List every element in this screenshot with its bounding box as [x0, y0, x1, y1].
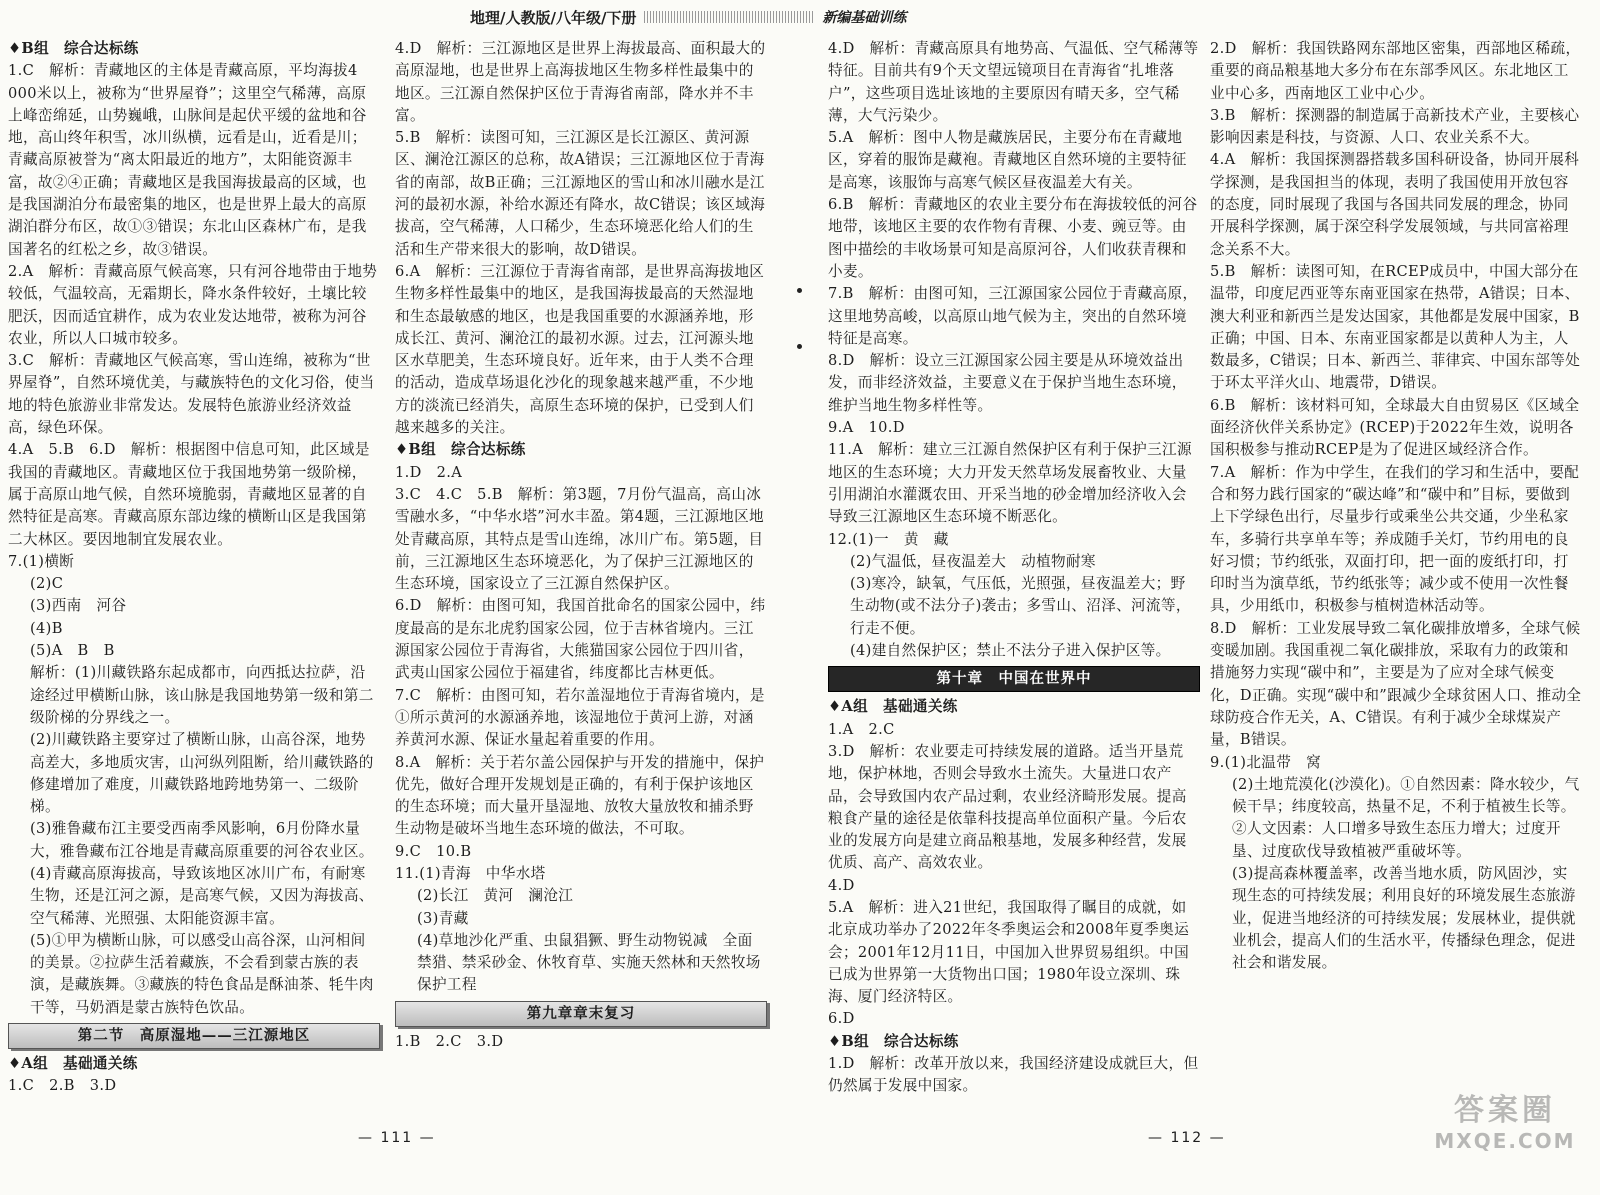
answer-paragraph: 8.D 解析：设立三江源国家公园主要是从环境效益出发，而非经济效益，主要意义在于保护当地生态环境，维护当地生物多样性等。: [828, 352, 1187, 414]
answer-paragraph: 11.A 解析：建立三江源自然保护区有利于保护三江源地区的生态环境；大力开发天然草场发展畜牧业、大量引用湖泊水灌溉农田、开采当地的砂金增加经济收入会导致三江源地区生态环境不断恶化。: [828, 441, 1192, 526]
answer-paragraph: 3.C 4.C 5.B 解析：第3题，7月份气温高，高山冰雪融水多，“中华水塔”河水丰盈。第4题，三江源地区地处青藏高原，其特点是雪山连绵，冰川广布。第5题，目前，三江源地区生态环境恶化，为了保护三江源地区的生态环境，国家设立了三江源自然保护区。: [395, 485, 764, 593]
answer-paragraph: (4)草地沙化严重、虫鼠猖獗、野生动物锐减 全面禁猎、禁采砂金、休牧育草、实施天然林和天然牧场保护工程: [417, 931, 761, 994]
page-header: [470, 6, 1130, 28]
answer-paragraph: (5)A B B: [30, 642, 115, 660]
answer-paragraph: 1.A 2.C: [828, 720, 895, 738]
answer-paragraph: 4.D: [828, 876, 855, 894]
column-3: [828, 38, 1200, 1098]
watermark: [1425, 1085, 1585, 1153]
answer-paragraph: 7.C 解析：由图可知，若尔盖湿地位于青海省境内，是①所示黄河的水源涵养地，该湿地位于黄河上游，对涵养黄河水源、保证水量起着重要的作用。: [395, 686, 765, 749]
answer-paragraph: 7.B 解析：由图可知，三江源国家公园位于青藏高原，这里地势高峻，以高原山地气候为主，突出的自然环境特征是高寒。: [828, 285, 1198, 347]
answer-paragraph: 6.A 解析：三江源位于青海省南部，是世界高海拔地区生物多样性最集中的地区，是我国海拔最高的天然湿地和生态最敏感的地区，也是我国重要的水源涵养地，形成长江、黄河、澜沧江的最初水源。过去，江河源头地区水草肥美，生态环境良好。近年来，由于人类不合理的活动，造成草场退化沙化的现象越来越严重，不少地方的淡流已经消失，高原生态环境的保护，已受到人们越来越多的关注。: [395, 262, 765, 437]
answer-paragraph: (3)寒冷，缺氧，气压低，光照强，昼夜温差大；野生动物(或不法分子)袭击；多雪山、沼泽、河流等，行走不便。: [850, 575, 1191, 637]
answer-paragraph: 7.(1)横断: [8, 552, 75, 570]
column-2: [395, 38, 767, 1053]
answer-paragraph: 2.D 解析：我国铁路网东部地区密集，西部地区稀疏，重要的商品粮基地大多分布在东部季风区。东北地区工业中心多，西南地区工业中心少。: [1210, 40, 1581, 102]
answer-paragraph: (3)西南 河谷: [30, 597, 127, 615]
answer-paragraph: 5.A 解析：图中人物是藏族居民，主要分布在青藏地区，穿着的服饰是藏袍。青藏地区自然环境的主要特征是高寒，该服饰与高寒气候区昼夜温差大有关。: [828, 129, 1187, 191]
answer-paragraph: (4)建自然保护区；禁止不法分子进入保护区等。: [850, 642, 1171, 660]
binding-dot: [797, 344, 802, 349]
section-banner: 第二节 高原湿地——三江源地区: [8, 1023, 380, 1049]
answer-paragraph: (2)土地荒漠化(沙漠化)。①自然因素：降水较少，气候干旱；纬度较高，热量不足，不利于植被生长等。②人文因素：人口增多导致生态压力增大；过度开垦、过度砍伐导致植被严重破坏等。: [1232, 775, 1580, 860]
header-brand: 新编基础训练: [822, 10, 907, 26]
header-title: 地理/人教版/八年级/下册: [470, 8, 637, 27]
answer-paragraph: 1.D 解析：改革开放以来，我国经济建设成就巨大，但仍然属于发展中国家。: [828, 1055, 1199, 1095]
answer-paragraph: 12.(1)一 黄 藏: [828, 530, 949, 548]
answer-paragraph: 6.B 解析：青藏地区的农业主要分布在海拔较低的河谷地带，该地区主要的农作物有青稞、小麦、豌豆等。由图中描绘的丰收场景可知是高原河谷，人们收获青稞和小麦。: [828, 196, 1198, 280]
watermark-url: MXQE.COM: [1434, 1129, 1576, 1153]
answer-paragraph: (4)B: [30, 619, 63, 637]
answer-paragraph: 6.D: [828, 1010, 855, 1028]
answer-paragraph: 解析：(1)川藏铁路东起成都市，向西抵达拉萨，沿途经过甲横断山脉，该山脉是我国地势第一级和第二级阶梯的分界线之一。: [30, 664, 374, 726]
column-4: [1210, 38, 1582, 974]
page-number-left: — 111 —: [358, 1130, 436, 1146]
group-heading: ♦A组 基础通关练: [8, 1055, 138, 1073]
answer-paragraph: 9.A 10.D: [828, 419, 905, 437]
answer-paragraph: 9.(1)北温带 窝: [1210, 753, 1322, 771]
answer-paragraph: (3)提高森林覆盖率，改善当地水质，防风固沙，实现生态的可持续发展；利用良好的环境发展生态旅游业，促进当地经济的可持续发展；发展林业，提供就业机会，提高人们的生活水平，传播绿色理念，促进社会和谐发展。: [1232, 864, 1576, 972]
answer-paragraph: (3)青藏: [417, 909, 469, 927]
answer-paragraph: 1.B 2.C 3.D: [395, 1032, 504, 1050]
answer-paragraph: (2)气温低，昼夜温差大 动植物耐寒: [850, 552, 1096, 570]
answer-paragraph: 3.C 解析：青藏地区气候高寒，雪山连绵，被称为“世界屋脊”，自然环境优美，与藏族特色的文化习俗，使当地的特色旅游业非常发达。发展特色旅游业经济效益高，绿色环保。: [8, 352, 375, 437]
answer-paragraph: 4.D 解析：三江源地区是世界上海拔最高、面积最大的高原湿地，也是世界上高海拔地区生物多样性最集中的地区。三江源自然保护区位于青海省南部，降水并不丰富。: [395, 40, 766, 124]
answer-paragraph: (2)C: [30, 575, 64, 593]
answer-paragraph: (2)川藏铁路主要穿过了横断山脉，山高谷深，地势高差大，多地质灾害，山河纵列阻断，给川藏铁路的修建增加了难度，川藏铁路地跨地势第一、二级阶梯。: [30, 731, 374, 816]
answer-paragraph: 6.B 解析：该材料可知，全球最大自由贸易区《区域全面经济伙伴关系协定》(RCEP)于2022年生效，说明各国积极参与推动RCEP是为了促进区域经济合作。: [1210, 396, 1580, 459]
answer-paragraph: 1.C 解析：青藏地区的主体是青藏高原，平均海拔4 000米以上，被称为“世界屋脊”；这里空气稀薄，高原上峰峦绵延，山势巍峨，山脉间是起伏平缓的盆地和谷地，高山终年积雪，冰川纵横，远看是山，近看是川；青藏高原被誉为“离太阳最近的地方”，太阳能资源丰富，故②④正确；青藏地区是我国海拔最高的区域，也是我国湖泊分布最密集的地区，也是世界上最大的高原湖泊群分布区，故①③错误；东北山区森林广布，是我国著名的红松之乡，故③错误。: [8, 62, 367, 258]
answer-paragraph: (5)①甲为横断山脉，可以感受山高谷深，山河相间的美景。②拉萨生活着藏族，不会看到蒙古族的表演，是藏族舞。③藏族的特色食品是酥油茶、牦牛肉干等，马奶酒是蒙古族特色饮品。: [30, 931, 374, 1016]
group-heading: ♦A组 基础通关练: [828, 698, 958, 716]
answer-paragraph: 1.D 2.A: [395, 463, 463, 481]
answer-paragraph: (3)雅鲁藏布江主要受西南季风影响，6月份降水量大，雅鲁藏布江谷地是青藏高原重要的河谷农业区。: [30, 820, 374, 860]
section-banner: 第九章章末复习: [395, 1001, 767, 1027]
answer-paragraph: 8.D 解析：工业发展导致二氧化碳排放增多，全球气候变暖加剧。我国重视二氧化碳排放，采取有力的政策和措施努力实现“碳中和”，主要是为了应对全球气候变化，D正确。实现“碳中和”跟减少全球贫困人口、推动全球防疫合作无关，A、C错误。有利于减少全球煤炭产量，B错误。: [1210, 619, 1582, 749]
answer-paragraph: (2)长江 黄河 澜沧江: [417, 887, 574, 905]
answer-paragraph: 9.C 10.B: [395, 842, 472, 860]
answer-paragraph: 4.A 解析：我国探测器搭载多国科研设备，协同开展科学探测，是我国担当的体现，表明了我国使用开放包容的态度，同时展现了我国与各国共同发展的理念，协同开展科学探测，属于深空科学发展领域，与共同富裕理念关系不大。: [1210, 151, 1580, 258]
section-banner: 第十章 中国在世界中: [828, 666, 1200, 692]
answer-paragraph: 4.A 5.B 6.D 解析：根据图中信息可知，此区域是我国的青藏地区。青藏地区位于我国地势第一级阶梯，属于高原山地气候，自然环境脆弱，青藏地区显著的自然特征是高寒。青藏高原东部边缘的横断山区是我国第二大林区。要因地制宜发展农业。: [8, 441, 370, 548]
answer-paragraph: 1.C 2.B 3.D: [8, 1077, 117, 1095]
answer-paragraph: 4.D 解析：青藏高原具有地势高、气温低、空气稀薄等特征。目前共有9个天文望远镜项目在青海省“扎堆落户”，这些项目选址该地的主要原因有晴天多，空气稀薄，大气污染少。: [828, 40, 1199, 124]
column-1: [8, 38, 380, 1098]
group-heading: ♦B组 综合达标练: [395, 441, 526, 459]
group-heading: ♦B组 综合达标练: [828, 1032, 959, 1050]
answer-paragraph: 5.A 解析：进入21世纪，我国取得了瞩目的成就，如北京成功举办了2022年冬季奥运会和2008年夏季奥运会；2001年12月11日，中国加入世界贸易组织。中国已成为世界第一大货物出口国；1980年设立深圳、珠海、厦门经济特区。: [828, 898, 1190, 1006]
group-heading: ♦B组 综合达标练: [8, 40, 139, 57]
answer-paragraph: (4)青藏高原海拔高，导致该地区冰川广布，有耐寒生物，还是江河之源，是高寒气候，又因为海拔高、空气稀薄、光照强、太阳能资源丰富。: [30, 864, 374, 927]
answer-paragraph: 8.A 解析：关于若尔盖公园保护与开发的措施中，保护优先，做好合理开发规划是正确的，有利于保护该地区的生态环境；而大量开垦湿地、放牧大量放牧和捕杀野生动物是破坏当地生态环境的做法，不可取。: [395, 753, 765, 838]
answer-paragraph: 11.(1)青海 中华水塔: [395, 864, 546, 882]
page-number-right: — 112 —: [1148, 1130, 1226, 1146]
answer-paragraph: 2.A 解析：青藏高原气候高寒，只有河谷地带由于地势较低，气温较高，无霜期长，降水条件较好，土壤比较肥沃，因而适宜耕作，成为农业发达地带，被称为河谷农业，所以人口城市较多。: [8, 262, 378, 347]
answer-paragraph: 5.B 解析：读图可知，三江源区是长江源区、黄河源区、澜沧江源区的总称，故A错误；三江源地区位于青海省的南部，故B正确；三江源地区的雪山和冰川融水是江河的最初水源，补给水源还有降水，故C错误；该区域海拔高，空气稀薄，人口稀少，生态环境恶化给人们的生活和生产带来很大的影响，故D错误。: [395, 129, 766, 258]
binding-dot: [797, 288, 802, 293]
answer-paragraph: 3.D 解析：农业要走可持续发展的道路。适当开垦荒地，保护林地，否则会导致水土流失。大量进口农产品，会导致国内农产品过剩，农业经济畸形发展。提高粮食产量的途径是依靠科技提高单位面积产量。今后农业的发展方向是建立商品粮基地，发展多种经营，发展优质、高产、高效农业。: [828, 742, 1187, 872]
answer-paragraph: 7.A 解析：作为中学生，在我们的学习和生活中，要配合和努力践行国家的“碳达峰”和“碳中和”目标，要做到上下学绿色出行，尽量步行或乘坐公共交通，少坐私家车，多骑行共享单车等；养成随手关灯，节约用电的良好习惯；节约纸张，双面打印，把一面的废纸打印，打印时当为演草纸，节约纸张等；减少或不使用一次性餐具，少用纸巾，积极参与植树造林活动等。: [1210, 463, 1580, 615]
answer-paragraph: 6.D 解析：由图可知，我国首批命名的国家公园中，纬度最高的是东北虎豹国家公园，位于吉林省境内。三江源国家公园位于青海省，大熊猫国家公园位于四川省，武夷山国家公园位于福建省，纬度都比吉林更低。: [395, 597, 766, 682]
answer-paragraph: 5.B 解析：读图可知，在RCEP成员中，中国大部分在温带，印度尼西亚等东南亚国家在热带，A错误；日本、澳大利亚和新西兰是发达国家，其他都是发展中国家，B正确；中国、日本、东南亚国家都是以黄种人为主，人数最多，C错误；日本、新西兰、菲律宾、中国东部等处于环太平洋火山、地震带，D错误。: [1210, 262, 1581, 392]
watermark-logo-text: 答案圈: [1454, 1093, 1556, 1128]
header-hatch-decoration: [644, 11, 814, 23]
answer-paragraph: 3.B 解析：探测器的制造属于高新技术产业，主要核心影响因素是科技，与资源、人口、农业关系不大。: [1210, 106, 1580, 147]
